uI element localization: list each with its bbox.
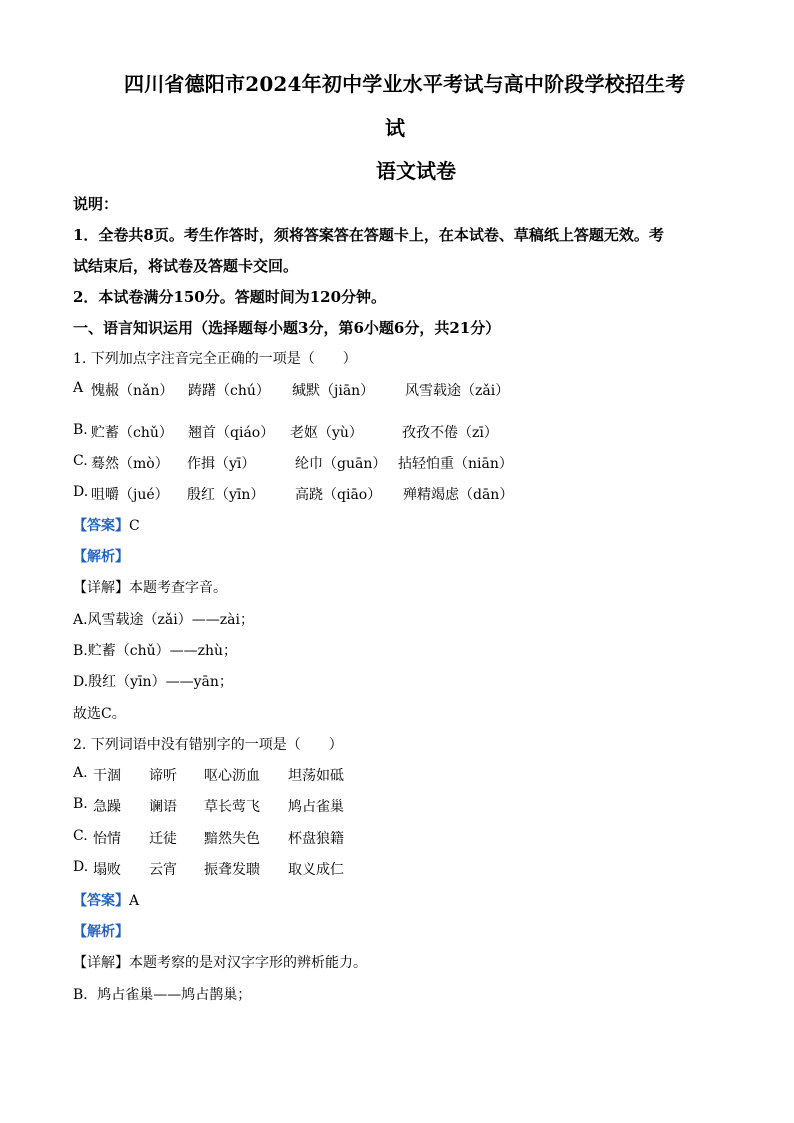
option-item: 殚精竭虑（dān）: [403, 487, 514, 503]
answer-value: A: [129, 893, 140, 909]
option-letter: D.: [73, 859, 89, 875]
option-item: 愧赧（nǎn）: [91, 383, 174, 399]
q1-stem: 1. 下列加点字注音完全正确的一项是（ ）: [73, 351, 357, 367]
option-item: 谰语: [149, 799, 177, 815]
exam-subtitle: 语文试卷: [376, 159, 456, 183]
option-letter: C.: [73, 828, 88, 844]
option-item: 塌败: [93, 862, 121, 878]
exam-title-line2: 试: [385, 116, 405, 140]
detail-label: 【详解】: [73, 580, 129, 596]
option-item: 翘首（qiáo）: [188, 425, 275, 441]
instruction-2: 2．本试卷满分150分。答题时间为120分钟。: [73, 288, 387, 306]
q1-analysis: [73, 546, 129, 566]
answer-value: C: [129, 518, 140, 534]
option-item: 坦荡如砥: [288, 768, 344, 784]
q1-explain-line: 故选C。: [73, 706, 126, 722]
q1-explain-line: A.风雪载途（zǎi）——zài；: [73, 612, 254, 628]
q2-explain-line: B．鸠占雀巢——鸠占鹊巢；: [73, 987, 252, 1003]
option-item: 高跷（qiāo）: [295, 487, 382, 503]
option-item: 缄默（jiān）: [292, 383, 375, 399]
option-item: 迁徒: [149, 831, 177, 847]
analysis-label: 【解析】: [73, 549, 129, 565]
answer-label: 【答案】: [73, 518, 129, 534]
q2-stem: 2. 下列词语中没有错别字的一项是（ ）: [73, 737, 343, 753]
option-item: 干涸: [93, 768, 121, 784]
q1-explain-line: D.殷红（yīn）——yān；: [73, 674, 233, 690]
instruction-1a: 1．全卷共8页。考生作答时，须将答案答在答题卡上，在本试卷、草稿纸上答题无效。考: [73, 226, 664, 244]
q2-answer: [73, 890, 139, 910]
option-item: 作揖（yī）: [187, 456, 256, 472]
option-item: 蓦然（mò）: [91, 456, 169, 472]
option-item: 呕心沥血: [204, 768, 260, 784]
exam-title-line1: 四川省德阳市2024年初中学业水平考试与高中阶段学校招生考: [124, 72, 686, 96]
option-item: 拈轻怕重（niān）: [398, 456, 513, 472]
option-item: 草长莺飞: [204, 799, 260, 815]
option-item: 老妪（yù）: [290, 425, 363, 441]
option-item: 取义成仁: [288, 862, 344, 878]
option-item: 振聋发聩: [204, 862, 260, 878]
option-item: 咀嚼（jué）: [91, 487, 169, 503]
instructions-heading: 说明：: [73, 195, 119, 213]
q1-explain-line: B.贮蓄（chǔ）——zhù；: [73, 643, 238, 659]
answer-label: 【答案】: [73, 893, 129, 909]
option-item: 纶巾（guān）: [295, 456, 387, 472]
q2-analysis: [73, 921, 129, 941]
instruction-1b: 试结束后，将试卷及答题卡交回。: [73, 257, 299, 275]
analysis-label: 【解析】: [73, 924, 129, 940]
option-item: 怡情: [93, 831, 121, 847]
option-letter: A: [73, 380, 84, 396]
section-heading: 一、语言知识运用（选择题每小题3分，第6小题6分，共21分）: [73, 319, 501, 337]
option-item: 踌躇（chú）: [188, 383, 270, 399]
option-letter: D.: [73, 484, 89, 500]
detail-text: 本题考察的是对汉字字形的辨析能力。: [129, 955, 367, 971]
detail-label: 【详解】: [73, 955, 129, 971]
option-item: 谛听: [149, 768, 177, 784]
q1-detail: [73, 577, 227, 597]
option-letter: B.: [73, 796, 88, 812]
option-letter: C.: [73, 453, 88, 469]
option-item: 急躁: [93, 799, 121, 815]
option-letter: A.: [73, 765, 88, 781]
option-item: 鸠占雀巢: [288, 799, 344, 815]
detail-text: 本题考查字音。: [129, 580, 227, 596]
option-item: 云宵: [149, 862, 177, 878]
q1-answer: [73, 515, 140, 535]
option-letter: B.: [73, 422, 88, 438]
option-item: 殷红（yīn）: [187, 487, 265, 503]
option-item: 黯然失色: [204, 831, 260, 847]
option-item: 风雪载途（zǎi）: [405, 383, 510, 399]
option-item: 贮蓄（chǔ）: [91, 425, 173, 441]
option-item: 孜孜不倦（zī）: [402, 425, 498, 441]
q2-detail: [73, 952, 367, 972]
option-item: 杯盘狼籍: [288, 831, 344, 847]
